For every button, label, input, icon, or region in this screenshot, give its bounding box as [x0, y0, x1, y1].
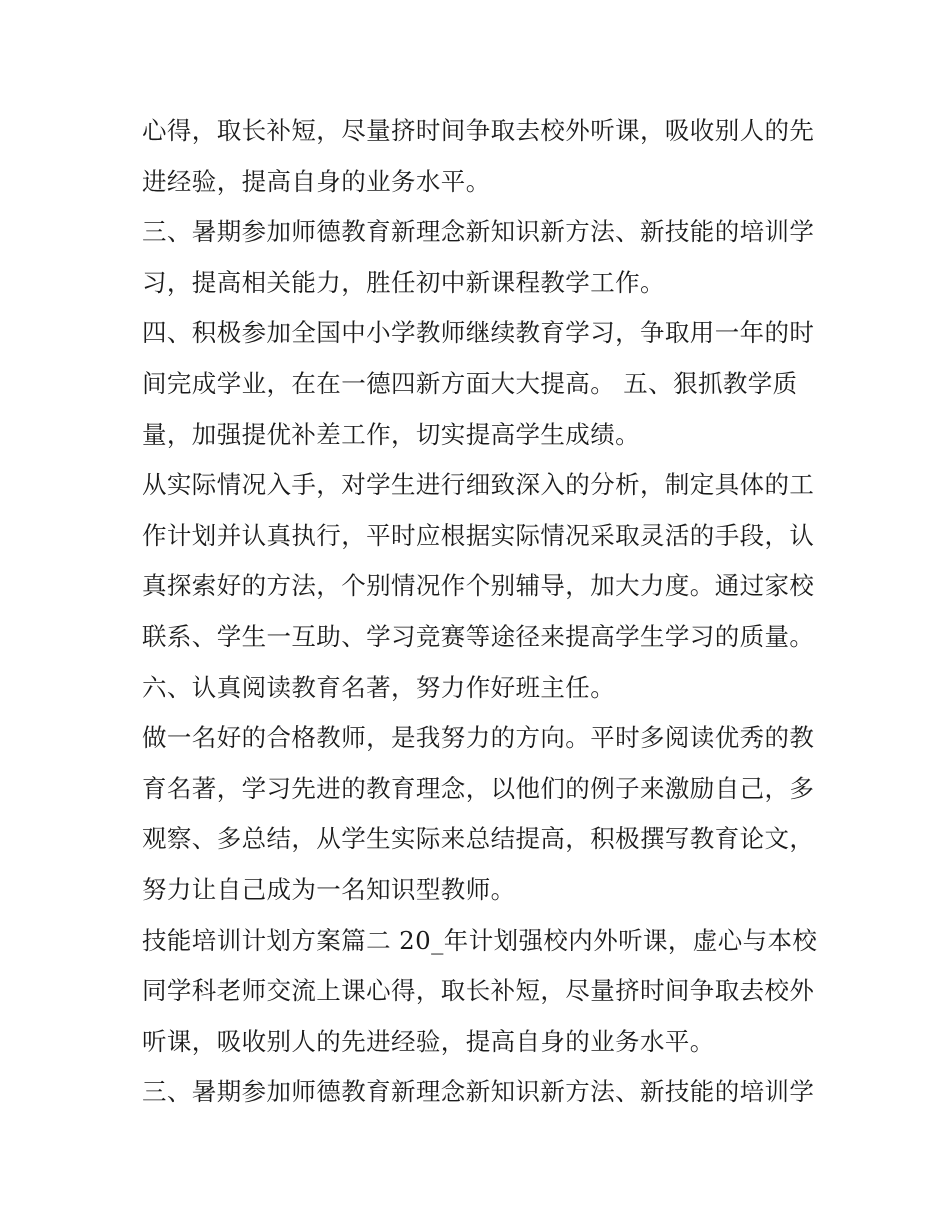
text-line-16: 努力让自己成为一名知识型教师。 — [142, 874, 516, 904]
text-line-20: 三、暑期参加师德教育新理念新知识新方法、新技能的培训学 — [142, 1077, 815, 1107]
text-line-10: 真探索好的方法，个别情况作个别辅导，加大力度。通过家校 — [142, 571, 815, 601]
text-line-2: 进经验，提高自身的业务水平。 — [142, 166, 491, 196]
text-line-3: 三、暑期参加师德教育新理念新知识新方法、新技能的培训学 — [142, 217, 815, 247]
text-line-13: 做一名好的合格教师，是我努力的方向。平时多阅读优秀的教 — [142, 723, 815, 753]
text-line-11: 联系、学生一互助、学习竞赛等途径来提高学生学习的质量。 — [142, 621, 815, 651]
text-line-12: 六、认真阅读教育名著，努力作好班主任。 — [142, 672, 616, 702]
text-line-19: 听课，吸收别人的先进经验，提高自身的业务水平。 — [142, 1026, 715, 1056]
text-line-14: 育名著，学习先进的教育理念，以他们的例子来激励自己，多 — [142, 773, 815, 803]
text-line-8: 从实际情况入手，对学生进行细致深入的分析，制定具体的工 — [142, 470, 815, 500]
text-line-17: 技能培训计划方案篇二 20_年计划强校内外听课，虚心与本校 — [142, 925, 818, 955]
text-line-7: 量，加强提优补差工作，切实提高学生成绩。 — [142, 419, 640, 449]
text-line-6: 间完成学业，在在一德四新方面大大提高。 五、狠抓教学质 — [142, 368, 798, 398]
text-line-1: 心得，取长补短，尽量挤时间争取去校外听课，吸收别人的先 — [142, 116, 815, 145]
text-line-15: 观察、多总结，从学生实际来总结提高，积极撰写教育论文， — [142, 824, 815, 854]
text-line-4: 习，提高相关能力，胜任初中新课程教学工作。 — [142, 267, 665, 297]
document-body — [142, 106, 818, 1118]
text-line-9: 作计划并认真执行，平时应根据实际情况采取灵活的手段，认 — [142, 520, 815, 550]
text-line-5: 四、积极参加全国中小学教师继续教育学习，争取用一年的时 — [142, 318, 815, 348]
text-line-18: 同学科老师交流上课心得，取长补短，尽量挤时间争取去校外 — [142, 976, 815, 1006]
